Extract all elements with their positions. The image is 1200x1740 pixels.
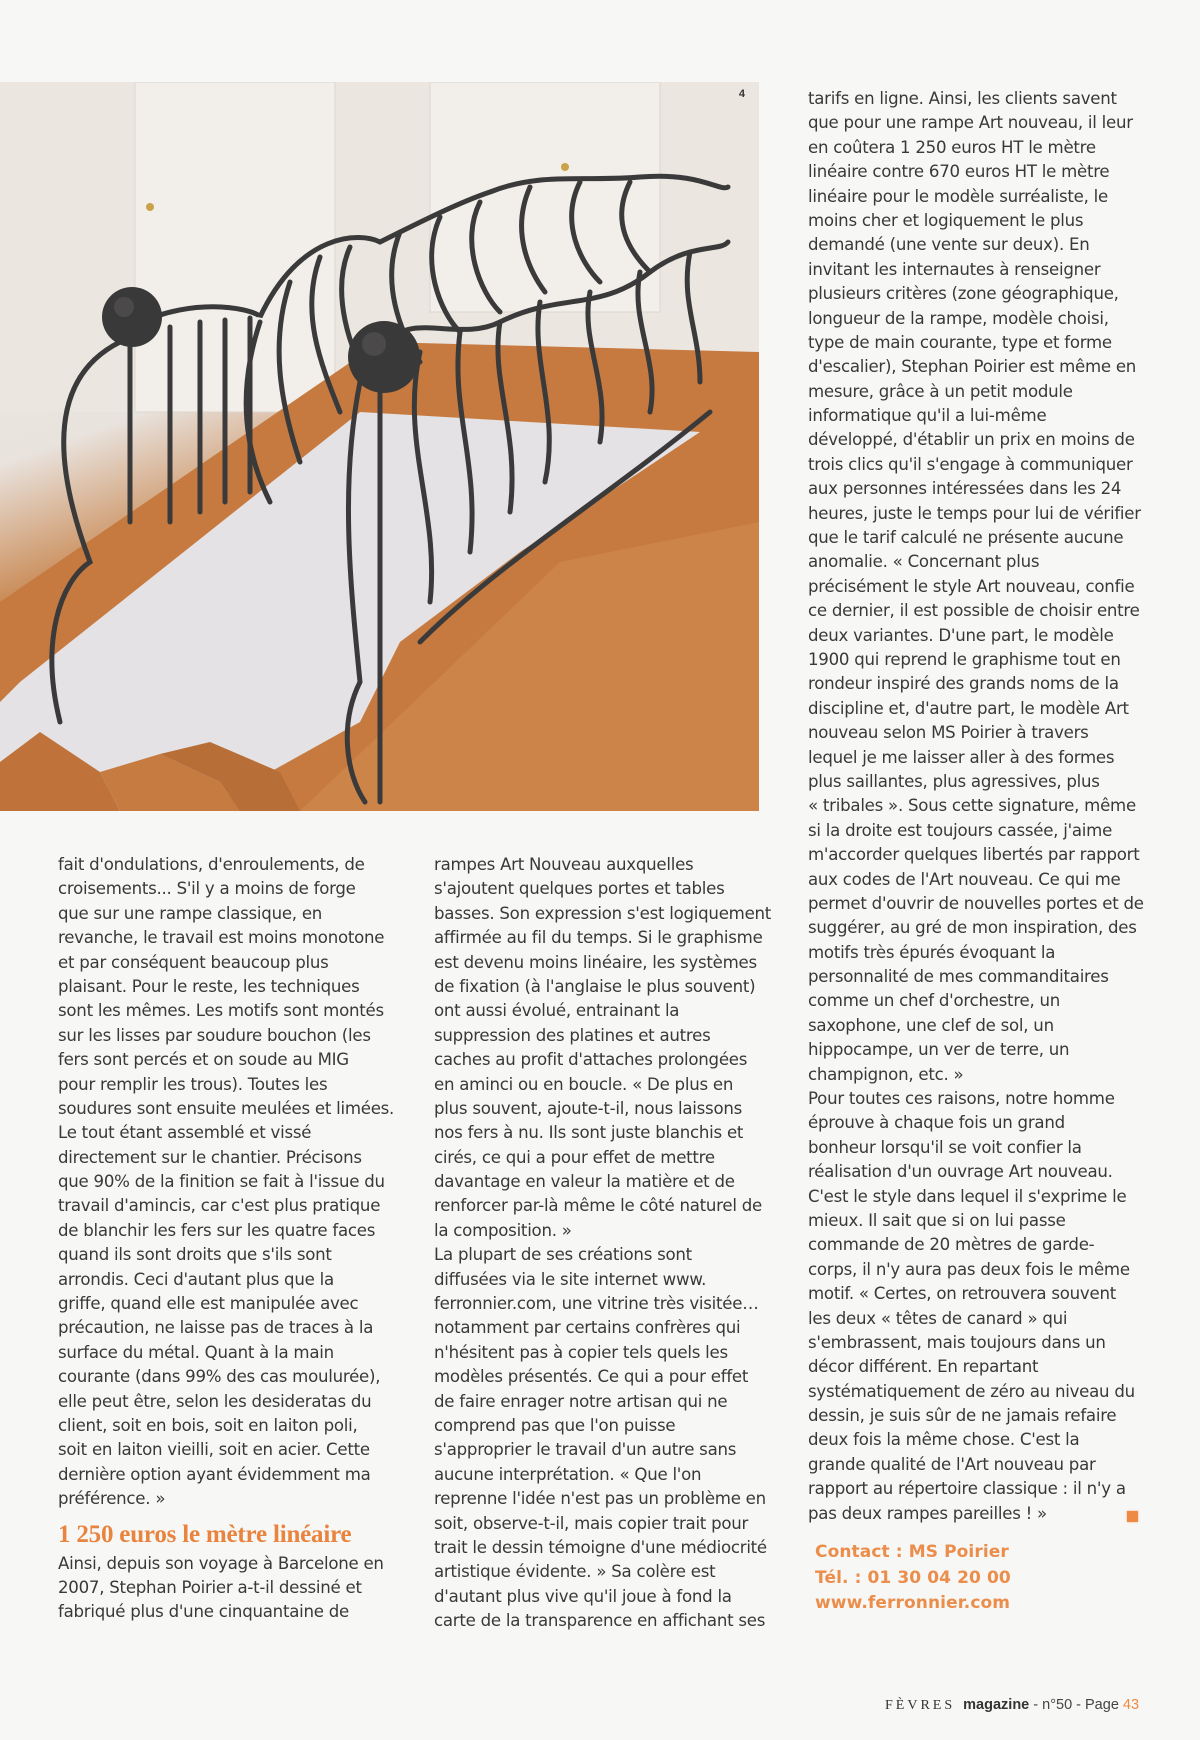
text-line: invitant les internautes à renseigner [808, 259, 1101, 279]
text-line: grande qualité de l'Art nouveau par [808, 1454, 1096, 1474]
text-line: anomalie. « Concernant plus [808, 552, 1040, 572]
text-line: les deux « têtes de canard » qui [808, 1308, 1068, 1328]
column-left-body-continued [58, 1552, 403, 1625]
text-line: d'escalier), Stephan Poirier est même en [808, 357, 1137, 377]
text-line: reprenne l'idée n'est pas un problème en [434, 1489, 766, 1509]
article-column-left [58, 853, 403, 1625]
contact-name: Contact : MS Poirier [815, 1542, 1009, 1562]
text-line: précaution, ne laisse pas de traces à la [58, 1318, 374, 1338]
text-line: affirmée au fil du temps. Si le graphisme [434, 928, 763, 948]
text-line: dessin, je suis sûr de ne jamais refaire [808, 1406, 1117, 1426]
text-line: dernière option ayant évidemment ma [58, 1464, 371, 1484]
text-line: n'hésitent pas à copier tels quels les [434, 1342, 728, 1362]
text-line: réalisation d'un ouvrage Art nouveau. [808, 1162, 1113, 1182]
text-line: motif. « Certes, on retrouvera souvent [808, 1284, 1116, 1304]
text-line: saxophone, une clef de sol, un [808, 1015, 1054, 1035]
photo-number: 4 [738, 88, 745, 100]
contact-phone: Tél. : 01 30 04 20 00 [815, 1567, 1011, 1588]
footer-brand-logo: FÈVRES [885, 1698, 956, 1713]
text-line: Ainsi, depuis son voyage à Barcelone en [58, 1553, 384, 1573]
text-line: comme un chef d'orchestre, un [808, 991, 1061, 1011]
text-line: pas deux rampes pareilles ! » [808, 1503, 1047, 1523]
contact-block [815, 1540, 1011, 1617]
text-line: en coûtera 1 250 euros HT le mètre [808, 137, 1096, 157]
text-line: que 90% de la finition se fait à l'issue du [58, 1172, 385, 1192]
text-line: préférence. » [58, 1489, 166, 1509]
footer-magazine: magazine [963, 1697, 1030, 1713]
text-line: C'est le style dans lequel il s'exprime le [808, 1186, 1127, 1206]
text-line: rampes Art Nouveau auxquelles [434, 855, 694, 874]
text-line: de blanchir les fers sur les quatre faces [58, 1220, 376, 1240]
text-line: comprend pas que l'on puisse [434, 1415, 676, 1435]
text-line: s'approprier le travail d'un autre sans [434, 1440, 737, 1460]
section-heading: 1 250 euros le mètre linéaire [58, 1520, 352, 1548]
text-line: commande de 20 mètres de garde- [808, 1235, 1095, 1255]
text-line: nouveau selon MS Poirier à travers [808, 723, 1089, 743]
text-line: aux personnes intéressées dans les 24 [808, 479, 1122, 499]
text-line: caches au profit d'attaches prolongées [434, 1050, 748, 1070]
text-line: informatique qu'il a lui-même [808, 406, 1047, 426]
text-line: soit en laiton vieilli, soit en acier. Cette [58, 1440, 370, 1460]
text-line: ce dernier, il est possible de choisir entre [808, 601, 1140, 621]
text-line: heures, juste le temps pour lui de vérifier [808, 503, 1141, 523]
text-line: client, soit en bois, soit en laiton poli, [58, 1415, 358, 1435]
text-line: quand ils sont droits que s'ils sont [58, 1245, 332, 1265]
text-line: davantage en valeur la matière et de [434, 1172, 735, 1192]
text-line: moins cher et logiquement le plus [808, 210, 1084, 230]
text-line: croisements... S'il y a moins de forge [58, 879, 356, 899]
text-line: soit, observe-t-il, mais copier trait pour [434, 1513, 749, 1533]
text-line: mieux. Il sait que si on lui passe [808, 1210, 1066, 1230]
text-line: basses. Son expression s'est logiquement [434, 903, 772, 923]
text-line: modèles présentés. Ce qui a pour effet [434, 1367, 749, 1387]
text-line: cirés, ce qui a pour effet de mettre [434, 1147, 715, 1167]
text-line: arrondis. Ceci d'autant plus que la [58, 1269, 334, 1289]
text-line: corps, il n'y aura pas deux fois le même [808, 1259, 1130, 1279]
text-line: artistique évidente. » Sa colère est [434, 1562, 716, 1582]
column-right-body [808, 87, 1158, 1526]
text-line: ont aussi évolué, entrainant la [434, 1001, 680, 1021]
text-line: m'accorder quelques libertés par rapport [808, 845, 1140, 865]
text-line: ferronnier.com, une vitrine très visitée… [434, 1294, 759, 1314]
text-line: renforcer par-là même le côté naturel de [434, 1196, 762, 1216]
text-line: tarifs en ligne. Ainsi, les clients savent [808, 89, 1117, 108]
text-line: décor différent. En repartant [808, 1357, 1039, 1377]
text-line: courante (dans 99% des cas moulurée), [58, 1367, 381, 1387]
text-line: personnalité de mes commanditaires [808, 967, 1109, 987]
text-line: diffusées via le site internet www. [434, 1269, 707, 1289]
text-line: s'embrassent, mais toujours dans un [808, 1332, 1106, 1352]
text-line: discipline et, d'autre part, le modèle Art [808, 698, 1129, 718]
text-line: la composition. » [434, 1220, 572, 1240]
text-line: précisément le style Art nouveau, confie [808, 576, 1135, 596]
text-line: trait le dessin témoigne d'une médiocrité [434, 1537, 767, 1557]
text-line: La plupart de ses créations sont [434, 1245, 692, 1265]
text-line: éprouve à chaque fois un grand [808, 1113, 1065, 1133]
railing-illustration [0, 82, 759, 811]
text-line: aucune interprétation. « Que l'on [434, 1464, 702, 1484]
text-line: fabriqué plus d'une cinquantaine de [58, 1602, 349, 1622]
text-line: fers sont percés et on soude au MIG [58, 1050, 349, 1070]
text-line: en aminci ou en boucle. « De plus en [434, 1074, 734, 1094]
text-line: griffe, quand elle est manipulée avec [58, 1294, 359, 1314]
text-line: que pour une rampe Art nouveau, il leur [808, 113, 1133, 133]
text-line: sur les lisses par soudure bouchon (les [58, 1025, 371, 1045]
text-line: champignon, etc. » [808, 1064, 964, 1084]
text-line: travail d'amincis, car c'est plus pratique [58, 1196, 381, 1216]
text-line: directement sur le chantier. Précisons [58, 1147, 362, 1167]
text-line: rapport au répertoire classique : il n'y a [808, 1479, 1126, 1499]
text-line: d'autant plus vive qu'il joue à fond la [434, 1586, 732, 1606]
text-line: fait d'ondulations, d'enroulements, de [58, 855, 365, 874]
text-line: type de main courante, type et forme [808, 332, 1112, 352]
text-line: de faire enrager notre artisan qui ne [434, 1391, 728, 1411]
text-line: linéaire contre 670 euros HT le mètre [808, 162, 1110, 182]
text-line: soudures sont ensuite meulées et limées. [58, 1098, 395, 1118]
text-line: linéaire pour le modèle surréaliste, le [808, 186, 1108, 206]
text-line: 1900 qui reprend le graphisme tout en [808, 649, 1121, 669]
text-line: plus saillantes, plus agressives, plus [808, 771, 1100, 791]
railing-photo [0, 82, 759, 811]
page-number: 43 [1122, 1697, 1140, 1713]
end-of-article-square-icon [1127, 1511, 1138, 1522]
text-line: si la droite est toujours cassée, j'aime [808, 820, 1113, 840]
text-line: deux variantes. D'une part, le modèle [808, 625, 1114, 645]
text-line: motifs très épurés évoquant la [808, 942, 1056, 962]
text-line: notamment par certains confrères qui [434, 1318, 741, 1338]
text-line: trois clics qu'il s'engage à communiquer [808, 454, 1133, 474]
footer-issue: - n°50 - Page [1029, 1697, 1123, 1713]
text-line: aux codes de l'Art nouveau. Ce qui me [808, 869, 1121, 889]
text-line: plus souvent, ajoute-t-il, nous laissons [434, 1098, 743, 1118]
text-line: carte de la transparence en affichant ses [434, 1611, 766, 1631]
text-line: est devenu moins linéaire, les systèmes [434, 952, 757, 972]
text-line: s'ajoutent quelques portes et tables [434, 879, 725, 899]
text-line: et par conséquent beaucoup plus [58, 952, 329, 972]
text-line: lequel je me laisser aller à des formes [808, 747, 1115, 767]
text-line: Le tout étant assemblé et vissé [58, 1123, 312, 1143]
text-line: deux fois la même chose. C'est la [808, 1430, 1080, 1450]
text-line: pour remplir les trous). Toutes les [58, 1074, 328, 1094]
text-line: mesure, grâce à un petit module [808, 381, 1073, 401]
text-line: bonheur lorsqu'il se voit confier la [808, 1137, 1082, 1157]
text-line: longueur de la rampe, modèle choisi, [808, 308, 1109, 328]
page-footer [885, 1697, 1139, 1714]
text-line: « tribales ». Sous cette signature, même [808, 796, 1136, 816]
text-line: plaisant. Pour le reste, les techniques [58, 976, 360, 996]
column-middle-body [434, 853, 784, 1634]
text-line: surface du métal. Quant à la main [58, 1342, 334, 1362]
column-left-body [58, 853, 403, 1512]
text-line: 2007, Stephan Poirier a-t-il dessiné et [58, 1577, 362, 1597]
text-line: hippocampe, un ver de terre, un [808, 1040, 1070, 1060]
text-line: elle peut être, selon les desideratas du [58, 1391, 372, 1411]
text-line: développé, d'établir un prix en moins de [808, 430, 1135, 450]
text-line: demandé (une vente sur deux). En [808, 235, 1090, 255]
text-line: suggérer, au gré de mon inspiration, des [808, 918, 1137, 938]
text-line: rondeur inspiré des grands noms de la [808, 674, 1119, 694]
text-line: sont les mêmes. Les motifs sont montés [58, 1001, 384, 1021]
article-column-right [808, 87, 1158, 1526]
text-line: que sur une rampe classique, en [58, 903, 323, 923]
text-line: revanche, le travail est moins monotone [58, 928, 385, 948]
text-line: que le tarif calculé ne présente aucune [808, 528, 1124, 548]
text-line: systématiquement de zéro au niveau du [808, 1381, 1135, 1401]
text-line: de fixation (à l'anglaise le plus souvent) [434, 976, 756, 996]
article-column-middle [434, 853, 784, 1634]
text-line: permet d'ouvrir de nouvelles portes et de [808, 893, 1144, 913]
text-line: plusieurs critères (zone géographique, [808, 284, 1119, 304]
text-line: Pour toutes ces raisons, notre homme [808, 1089, 1115, 1109]
contact-website-link[interactable]: www.ferronnier.com [815, 1593, 1011, 1613]
text-line: nos fers à nu. Ils sont juste blanchis et [434, 1123, 744, 1143]
text-line: suppression des platines et autres [434, 1025, 711, 1045]
